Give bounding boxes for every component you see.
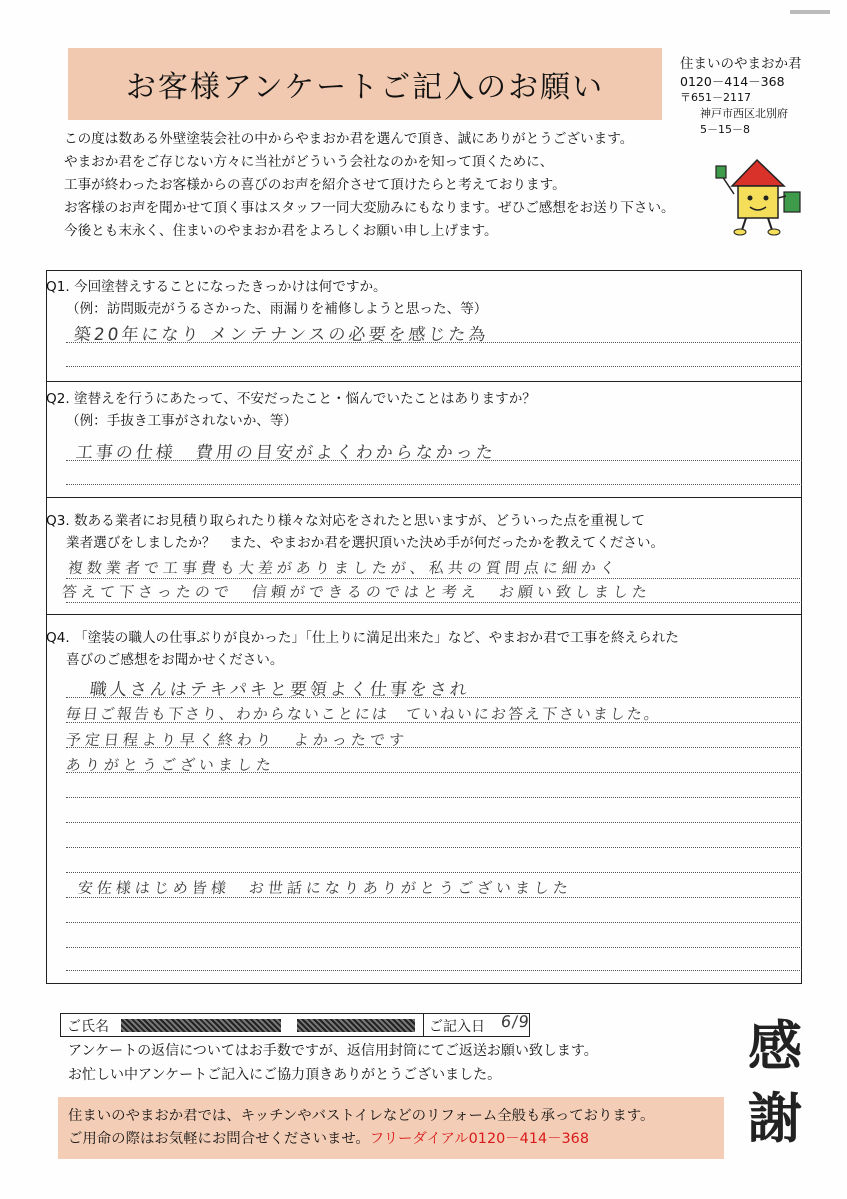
q4-title-line2: 喜びのご感想をお聞かせください。: [66, 652, 284, 668]
company-info: [680, 56, 840, 138]
q4-answer-line1: 職人さんはテキパキと要領よく仕事をされ: [88, 680, 471, 700]
date-value: 6/9: [500, 1012, 531, 1031]
q2-example: （例：手抜き工事がされないか、等）: [66, 413, 298, 429]
page-title: お客様アンケートご記入のお願い: [125, 70, 605, 105]
question-2: [46, 388, 802, 432]
title-banner: [68, 48, 662, 120]
redacted-name: [121, 1019, 281, 1032]
house-mascot-icon: [712, 146, 812, 238]
redacted-name: [297, 1019, 415, 1032]
q3-title-line2: 業者選びをしましたか？ また、やまおか君を選択頂いた決め手が何だったかを教えてください。: [66, 535, 665, 551]
q4-answer-line4: ありがとうございました: [65, 756, 276, 774]
section-divider: [46, 614, 802, 615]
staple-mark: [790, 10, 830, 14]
reform-notice: [58, 1097, 724, 1159]
company-postal: 〒651－2117: [680, 91, 751, 104]
q2-answer: 工事の仕様 費用の目安がよくわからなかった: [74, 443, 497, 463]
q2-title: Q2. 塗替えを行うにあたって、不安だったこと・悩んでいたことはありますか？: [46, 391, 536, 407]
intro-line: やまおか君をご存じない方々に当社がどういう会社なのかを知って頂くために、: [64, 154, 554, 170]
question-1: [46, 276, 802, 320]
section-divider: [46, 381, 802, 382]
intro-line: 工事が終わったお客様からの喜びのお声を紹介させて頂けたらと考えております。: [64, 177, 566, 193]
intro-text: [64, 128, 704, 243]
answer-line: [66, 484, 802, 485]
q4-answer-line2: 毎日ご報告も下さり、わからないことには ていねいにお答え下さいました。: [65, 705, 662, 723]
notice-line2-text: ご用命の際はお気軽にお問合せくださいませ。: [68, 1131, 370, 1147]
q1-example: （例：訪問販売がうるさかった、雨漏りを補修しようと思った、等）: [66, 301, 488, 317]
company-phone: 0120－414－368: [680, 74, 785, 89]
q3-title: Q3. 数ある業者にお見積り取られたり様々な対応をされたと思いますが、どういった点を重視して: [46, 513, 645, 529]
section-divider: [46, 497, 802, 498]
q1-title: Q1. 今回塗替えすることになったきっかけは何ですか。: [46, 279, 387, 295]
company-address-line2: 5－15－8: [700, 123, 750, 136]
answer-line: [66, 366, 802, 367]
answer-line: [66, 847, 802, 848]
question-3: [46, 510, 802, 554]
q3-answer-line1: 複数業者で工事費も大差がありましたが、私共の質問点に細かく: [67, 559, 620, 577]
question-4: [46, 627, 802, 671]
q4-answer-line5: 安佐様はじめ皆様 お世話になりありがとうございました: [77, 879, 573, 897]
signature-row: [60, 1013, 530, 1037]
answer-line: [66, 797, 802, 798]
thanks-char: 感: [748, 1014, 802, 1078]
q4-title: Q4. 「塗装の職人の仕事ぶりが良かった」「仕上りに満足出来た」など、やまおか君で工事を終えられた: [46, 630, 679, 646]
answer-line: [66, 602, 802, 603]
footer-line: アンケートの返信についてはお手数ですが、返信用封筒にてご返送お願い致します。: [68, 1043, 598, 1059]
answer-line: [66, 872, 802, 873]
q4-answer-line3: 予定日程より早く終わり よかったです: [65, 731, 409, 749]
company-address-line1: 神戸市西区北別府: [700, 107, 788, 120]
date-label: ご記入日: [429, 1019, 485, 1035]
answer-line: [66, 822, 802, 823]
name-label: ご氏名: [67, 1019, 109, 1035]
intro-line: 今後とも末永く、住まいのやまおか君をよろしくお願い申し上げます。: [64, 223, 498, 239]
thanks-char: 謝: [748, 1086, 802, 1150]
answer-line: [66, 578, 802, 579]
q3-answer-line2: 答えて下さったので 信頼ができるのではと考え お願い致しました: [61, 583, 652, 601]
intro-line: この度は数ある外壁塗装会社の中からやまおか君を選んで頂き、誠にありがとうございます。: [64, 131, 634, 147]
notice-line2: [68, 1128, 714, 1151]
answer-line: [66, 922, 802, 923]
free-dial-number: フリーダイアル0120－414－368: [369, 1131, 589, 1147]
footer-text: [68, 1039, 598, 1087]
row-separator: [423, 1014, 424, 1036]
footer-line: お忙しい中アンケートご記入にご協力頂きありがとうございました。: [68, 1067, 502, 1083]
thanks-stamp: [740, 1010, 810, 1154]
answer-line: [66, 947, 802, 948]
notice-line1: 住まいのやまおか君では、キッチンやバストイレなどのリフォーム全般も承っております。: [68, 1108, 655, 1124]
company-name: 住まいのやまおか君: [680, 56, 802, 72]
q1-answer: 築20年になり メンテナンスの必要を感じた為: [72, 325, 490, 345]
answer-line: [66, 970, 802, 971]
intro-line: お客様のお声を聞かせて頂く事はスタッフ一同大変励みにもなります。ぜひご感想をお送り下さい。: [64, 200, 675, 216]
